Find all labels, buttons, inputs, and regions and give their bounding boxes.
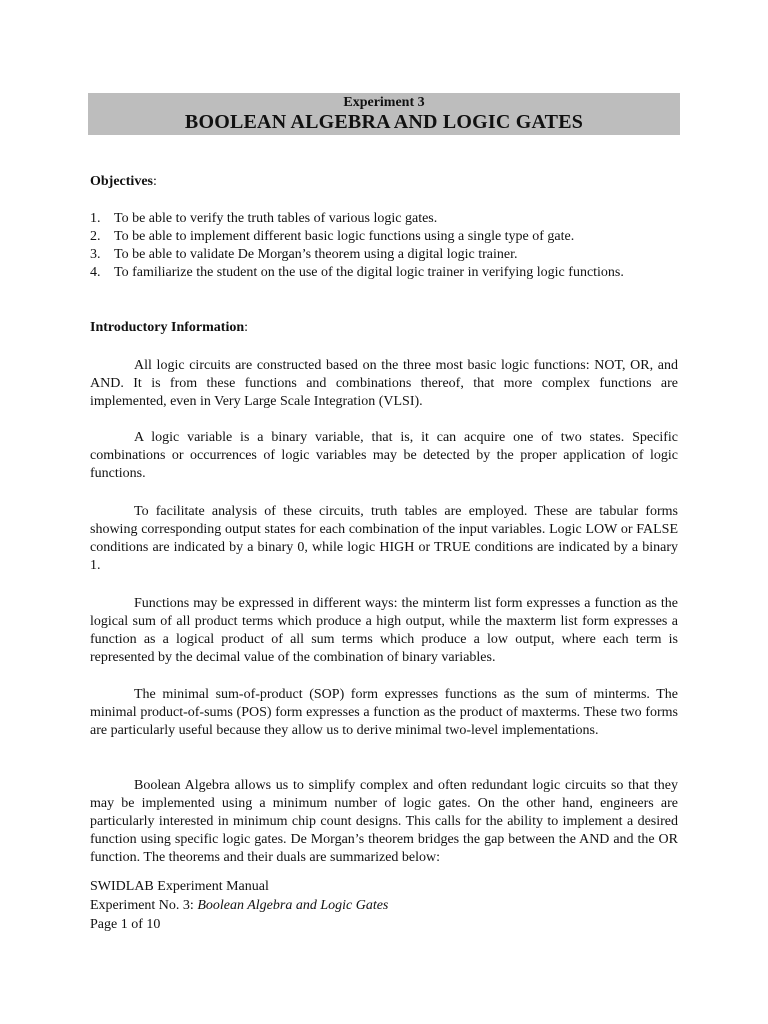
intro-paragraph: The minimal sum-of-product (SOP) form expresses functions as the sum of minterms. The minimal product-of-sums (POS) form expresses a function as the product of maxterms. These two forms are particularly useful because they allow us to derive minimal two-level implementations. [90,687,678,738]
list-item: 4. To familiarize the student on the use of the digital logic trainer in verifying logic functions. [90,265,624,280]
footer-page-number: Page 1 of 10 [90,917,161,932]
experiment-number: Experiment 3 [343,95,425,110]
footer-experiment-ref: Experiment No. 3: Boolean Algebra and Logic Gates [90,898,389,913]
list-item: 3. To be able to validate De Morgan’s theorem using a digital logic trainer. [90,247,518,262]
page-footer [90,877,388,934]
intro-paragraph: To facilitate analysis of these circuits, truth tables are employed. These are tabular forms showing corresponding output states for each combination of the input variables. Logic LOW or FALSE conditions are indicated by a binary 0, while logic HIGH or TRUE conditions are indicated by a binary 1. [90,504,678,573]
intro-paragraph: Boolean Algebra allows us to simplify complex and often redundant logic circuits so that they may be implemented using a minimum number of logic gates. On the other hand, engineers are particularly interested in minimum chip count designs. This calls for the ability to implement a desired function using specific logic gates. De Morgan’s theorem bridges the gap between the AND and the OR function. The theorems and their duals are summarized below: [90,778,678,865]
intro-paragraph: All logic circuits are constructed based on the three most basic logic functions: NOT, OR, and AND. It is from these functions and combinations thereof, that more complex functions are implemented, even in Very Large Scale Integration (VLSI). [90,358,678,409]
intro-paragraph: Functions may be expressed in different ways: the minterm list form expresses a function as the logical sum of all product terms which produce a high output, while the maxterm list form expresses a function as a logical product of all sum terms which produce a low output, where each term is represented by the decimal value of the combination of binary variables. [90,596,678,665]
list-item: 1. To be able to verify the truth tables of various logic gates. [90,211,438,226]
objectives-heading: Objectives: [90,174,157,189]
list-item: 2. To be able to implement different basic logic functions using a single type of gate. [90,229,575,244]
experiment-title: BOOLEAN ALGEBRA AND LOGIC GATES [184,111,584,133]
intro-heading: Introductory Information: [90,320,249,335]
intro-paragraph: A logic variable is a binary variable, that is, it can acquire one of two states. Specific combinations or occurrences of logic variables may be detected by the proper application of logic functions. [90,430,678,481]
objectives-list [90,210,690,282]
experiment-title-banner [88,93,680,135]
footer-manual-name: SWIDLAB Experiment Manual [90,879,269,894]
